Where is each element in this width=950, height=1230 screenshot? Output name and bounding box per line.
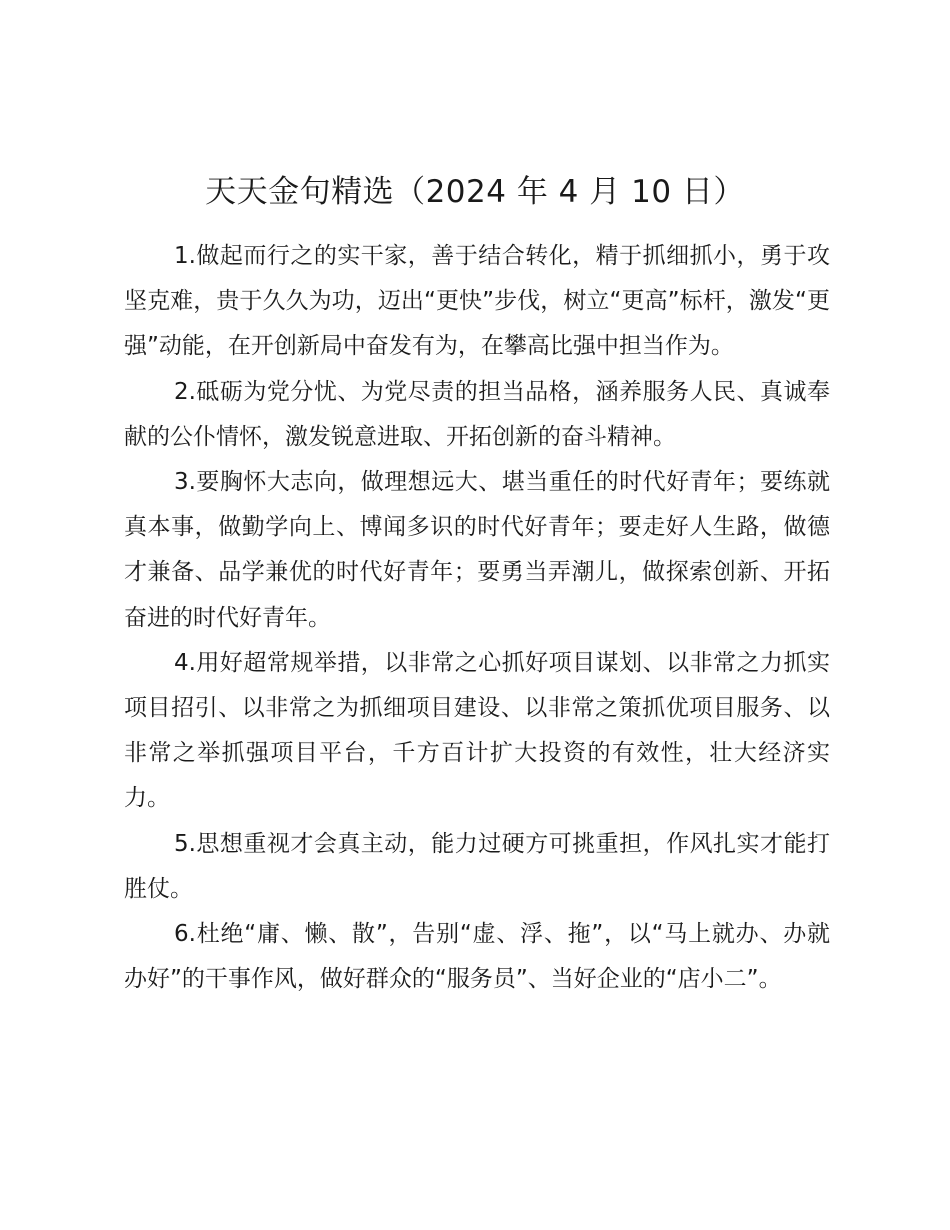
document-title: 天天金句精选（2024 年 4 月 10 日）	[205, 174, 745, 210]
paragraph-3: 3.要胸怀大志向，做理想远大、堪当重任的时代好青年；要练就真本事，做勤学向上、博闻多识的时代好青年；要走好人生路，做德才兼备、品学兼优的时代好青年；要勇当弄潮儿，做探索创新、开拓奋进的时代好青年。	[124, 469, 830, 631]
document-body	[124, 234, 830, 1002]
paragraph-1: 1.做起而行之的实干家，善于结合转化，精于抓细抓小，勇于攻坚克难，贵于久久为功，迈出“更快”步伐，树立“更高”标杆，激发“更强”动能，在开创新局中奋发有为，在攀高比强中担当作为。	[124, 243, 830, 360]
paragraph-4: 4.用好超常规举措，以非常之心抓好项目谋划、以非常之力抓实项目招引、以非常之为抓细项目建设、以非常之策抓优项目服务、以非常之举抓强项目平台，千方百计扩大投资的有效性，壮大经济实力。	[124, 649, 830, 812]
paragraph-5: 5.思想重视才会真主动，能力过硬方可挑重担，作风扎实才能打胜仗。	[124, 830, 830, 902]
paragraph-2: 2.砥砺为党分忧、为党尽责的担当品格，涵养服务人民、真诚奉献的公仆情怀，激发锐意进取、开拓创新的奋斗精神。	[124, 378, 830, 450]
paragraph-6: 6.杜绝“庸、懒、散”，告别“虚、浮、拖”，以“马上就办、办就办好”的干事作风，做好群众的“服务员”、当好企业的“店小二”。	[124, 921, 830, 993]
